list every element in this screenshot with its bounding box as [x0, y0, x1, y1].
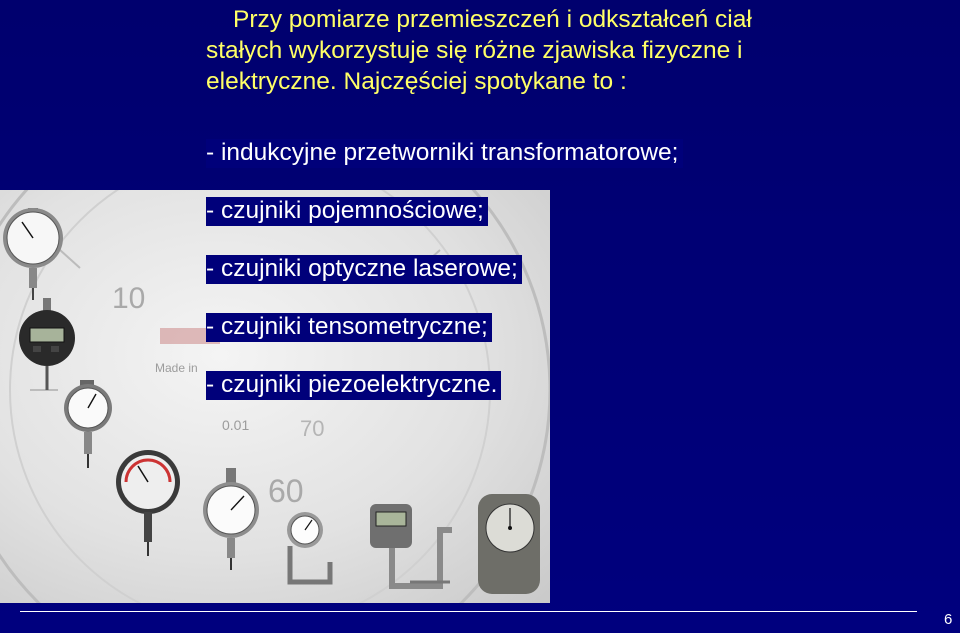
list-item	[206, 312, 683, 370]
list-item	[206, 370, 683, 428]
list-item	[206, 196, 683, 254]
bullet-text: - czujniki tensometryczne;	[206, 313, 492, 342]
bullet-text: - czujniki optyczne laserowe;	[206, 255, 522, 284]
bullet-text: - czujniki piezoelektryczne.	[206, 371, 501, 400]
hand-thickness-gauge-icon	[478, 494, 540, 594]
list-item	[206, 138, 683, 196]
bg-dial-number-10: 10	[112, 282, 146, 315]
intro-line-3: elektryczne. Najczęściej spotykane to :	[206, 68, 627, 95]
list-item	[206, 254, 683, 312]
intro-line-1: Przy pomiarze przemieszczeń i odkształceń ciał	[233, 6, 752, 33]
page-number: 6	[944, 611, 953, 628]
footer-rule	[20, 611, 917, 612]
bullet-list	[206, 138, 683, 428]
thickness-gauge-icon	[287, 512, 330, 582]
lever-dial-gauge-icon	[64, 380, 112, 468]
bullet-text: - indukcyjne przetworniki transformatorowe;	[206, 139, 683, 168]
bg-dial-number-70: 70	[300, 416, 325, 441]
bezel-dial-gauge-icon	[116, 450, 180, 556]
digital-thickness-gauge-icon	[370, 504, 452, 586]
intro-line-2: stałych wykorzystuje się różne zjawiska fizyczne i	[206, 37, 743, 64]
dial-indicator-icon	[203, 468, 259, 570]
digital-gauge-icon	[19, 298, 75, 390]
intro-paragraph	[206, 4, 946, 97]
bg-dial-number-001: 0.01	[222, 417, 250, 433]
bg-dial-caption: Made in	[155, 361, 198, 375]
bullet-text: - czujniki pojemnościowe;	[206, 197, 488, 226]
bg-dial-number-60: 60	[268, 473, 304, 509]
dial-gauge-icon	[3, 208, 63, 300]
